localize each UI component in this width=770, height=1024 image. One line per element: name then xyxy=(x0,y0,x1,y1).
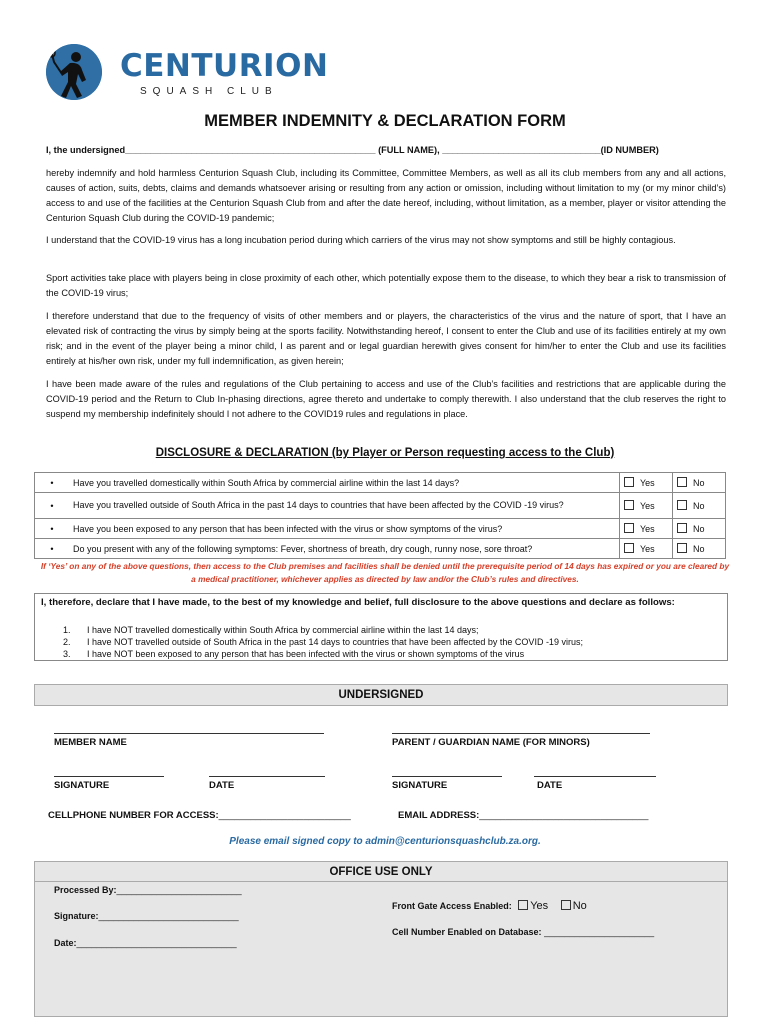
member-signature-field[interactable] xyxy=(54,776,164,777)
squash-player-icon xyxy=(46,44,102,100)
item-text: I have NOT been exposed to any person that has been infected with the virus or shown symptoms of the virus xyxy=(87,649,525,659)
question-row xyxy=(35,539,726,559)
bullet: • xyxy=(35,519,70,539)
list-item xyxy=(63,648,583,660)
front-gate-label: Front Gate Access Enabled: xyxy=(392,901,512,911)
checkbox-icon[interactable] xyxy=(677,477,687,487)
paragraph-risk: I therefore understand that due to the frequency of visits of other members and or players, the characteristics of the virus and the nature of sport, that I have an elevated risk of contracting the virus by simply being at the sports facility. Notwithstanding hereof, I consent to enter the Club and use of its facilities entirely at my own risk; and in the event of the player being a minor child, I as parent and or legal guardian herewith gives consent for him/her to enter the Club and use its facilities entirely at his/her own risk, under my full indemnification, as given herein; xyxy=(46,311,726,366)
bullet: • xyxy=(35,493,70,519)
office-signature-label: Signature: xyxy=(54,911,99,921)
intro-line xyxy=(46,143,726,158)
no-label: No xyxy=(693,478,705,488)
checkbox-icon[interactable] xyxy=(677,523,687,533)
member-signature-label: SIGNATURE xyxy=(54,780,110,791)
checkbox-icon[interactable] xyxy=(677,500,687,510)
office-date-label: Date: xyxy=(54,938,77,948)
checkbox-icon[interactable] xyxy=(624,477,634,487)
checkbox-icon[interactable] xyxy=(518,900,528,910)
question-text: Do you present with any of the following symptoms: Fever, shortness of breath, dry cough, runny nose, sore throat? xyxy=(69,539,620,559)
question-text: Have you travelled domestically within South Africa by commercial airline within the last 14 days? xyxy=(69,473,620,493)
no-label: No xyxy=(693,524,705,534)
item-text: I have NOT travelled domestically within South Africa by commercial airline within the last 14 days; xyxy=(87,625,479,635)
cellphone-field[interactable]: _________________________ xyxy=(218,810,351,821)
question-row xyxy=(35,473,726,493)
parent-date-field[interactable] xyxy=(534,776,656,777)
yes-label: Yes xyxy=(640,478,655,488)
yes-option[interactable] xyxy=(620,519,673,539)
processed-by-label: Processed By: xyxy=(54,885,117,895)
member-date-field[interactable] xyxy=(209,776,325,777)
email-row xyxy=(398,810,648,821)
office-use-header: OFFICE USE ONLY xyxy=(34,861,728,883)
yes-option[interactable] xyxy=(620,473,673,493)
no-label: No xyxy=(693,544,705,554)
undersigned-header: UNDERSIGNED xyxy=(34,684,728,706)
office-date-row xyxy=(54,938,237,948)
id-number-label: (ID NUMBER) xyxy=(600,145,659,155)
checkbox-icon[interactable] xyxy=(624,543,634,553)
full-name-label: (FULL NAME), xyxy=(378,145,440,155)
paragraph-proximity: Sport activities take place with players being in close proximity of each other, which potentially expose them to the disease, to which they bear a risk to transmission of the COVID-19 virus; xyxy=(46,273,726,298)
no-option[interactable] xyxy=(673,473,726,493)
cell-enabled-label: Cell Number Enabled on Database: xyxy=(392,927,542,937)
email-field[interactable]: ________________________________ xyxy=(479,810,649,821)
no-option[interactable] xyxy=(673,519,726,539)
yes-option[interactable] xyxy=(620,539,673,559)
access-warning: If ‘Yes’ on any of the above questions, then access to the Club premises and facilities shall be denied until the prerequisite period of 14 days has expired or you are cleared by a medical practitioner, whichever applies as directed by law and/or the Club’s rules and directives. xyxy=(40,561,730,584)
paragraph-incubation: I understand that the COVID-19 virus has a long incubation period during which carriers of the virus may not show symptoms and still be highly contagious. xyxy=(46,235,676,245)
member-name-field[interactable] xyxy=(54,733,324,734)
member-date-label: DATE xyxy=(209,780,235,791)
list-item xyxy=(63,636,583,648)
question-row xyxy=(35,493,726,519)
brand-name: CENTURION xyxy=(120,48,329,84)
front-gate-no: No xyxy=(572,900,587,912)
email-instruction: Please email signed copy to admin@centurionsquashclub.za.org. xyxy=(229,836,541,847)
member-name-label: MEMBER NAME xyxy=(54,737,127,748)
brand-subtitle: SQUASH CLUB xyxy=(140,86,278,97)
declaration-box xyxy=(34,593,728,661)
item-number: 3. xyxy=(63,649,71,659)
office-date-field[interactable]: ________________________________ xyxy=(76,938,237,948)
question-row xyxy=(35,519,726,539)
bullet: • xyxy=(35,473,70,493)
no-label: No xyxy=(693,501,705,511)
parent-name-field[interactable] xyxy=(392,733,650,734)
checkbox-icon[interactable] xyxy=(624,523,634,533)
front-gate-yes: Yes xyxy=(530,900,549,912)
intro-prefix: I, the undersigned xyxy=(46,145,126,155)
yes-label: Yes xyxy=(640,544,655,554)
office-signature-row xyxy=(54,911,239,921)
yes-option[interactable] xyxy=(620,493,673,519)
email-label: EMAIL ADDRESS: xyxy=(398,810,480,821)
processed-by-row xyxy=(54,885,242,895)
declaration-list xyxy=(63,624,583,660)
checkbox-icon[interactable] xyxy=(624,500,634,510)
no-option[interactable] xyxy=(673,493,726,519)
bullet: • xyxy=(35,539,70,559)
front-gate-row xyxy=(392,900,587,912)
item-number: 2. xyxy=(63,637,71,647)
office-use-box xyxy=(34,881,728,1017)
full-name-field[interactable]: _________________________________________________ xyxy=(125,145,376,155)
yes-label: Yes xyxy=(640,501,655,511)
questions-table xyxy=(34,472,726,559)
office-signature-field[interactable]: ____________________________ xyxy=(98,911,239,921)
no-option[interactable] xyxy=(673,539,726,559)
processed-by-field[interactable]: _________________________ xyxy=(116,885,242,895)
item-number: 1. xyxy=(63,625,71,635)
parent-name-label: PARENT / GUARDIAN NAME (FOR MINORS) xyxy=(392,737,590,748)
parent-signature-field[interactable] xyxy=(392,776,502,777)
paragraph-rules: I have been made aware of the rules and regulations of the Club pertaining to access and use of the Club’s facilities and restrictions that are applicable during the COVID-19 period and the Return to Club In-phasing directions, agree thereto and undertake to comply therewith. I also understand that the club reserves the right to suspend my membership indefinitely should I not adhere to the COVID19 rules and regulations in place. xyxy=(46,379,726,419)
cell-enabled-row xyxy=(392,927,654,937)
cellphone-row xyxy=(48,810,351,821)
question-text: Have you travelled outside of South Africa in the past 14 days to countries that have been affected by the COVID -19 virus? xyxy=(69,493,620,519)
disclosure-title: DISCLOSURE & DECLARATION (by Player or Person requesting access to the Club) xyxy=(155,447,615,459)
question-text: Have you been exposed to any person that has been infected with the virus or show symptoms of the virus? xyxy=(69,519,620,539)
checkbox-icon[interactable] xyxy=(561,900,571,910)
parent-date-label: DATE xyxy=(537,780,563,791)
form-title: MEMBER INDEMNITY & DECLARATION FORM xyxy=(204,112,566,130)
yes-label: Yes xyxy=(640,524,655,534)
list-item xyxy=(63,624,583,636)
paragraph-indemnity: hereby indemnify and hold harmless Centurion Squash Club, including its Committee, Committee Members, as well as all its club members from any and all actions, causes of action, suits, debts, claims and demands whatsoever arising or resulting from any action or omission, including without limitation to my (or my minor child’s) access to and use of the facilities at the Centurion Squash Club from and after the date hereof, including, without limitation, as a member, player or visitor attending the Centurion Squash Club during the COVID-19 pandemic; xyxy=(46,168,726,223)
parent-signature-label: SIGNATURE xyxy=(392,780,448,791)
cellphone-label: CELLPHONE NUMBER FOR ACCESS: xyxy=(48,810,219,821)
id-number-field[interactable]: _______________________________ xyxy=(442,145,601,155)
cell-enabled-field[interactable]: ______________________ xyxy=(544,927,655,937)
item-text: I have NOT travelled outside of South Africa in the past 14 days to countries that have been affected by the COVID -19 virus; xyxy=(87,637,583,647)
checkbox-icon[interactable] xyxy=(677,543,687,553)
declaration-heading: I, therefore, declare that I have made, to the best of my knowledge and belief, full disclosure to the above questions and declare as follows: xyxy=(41,597,675,608)
